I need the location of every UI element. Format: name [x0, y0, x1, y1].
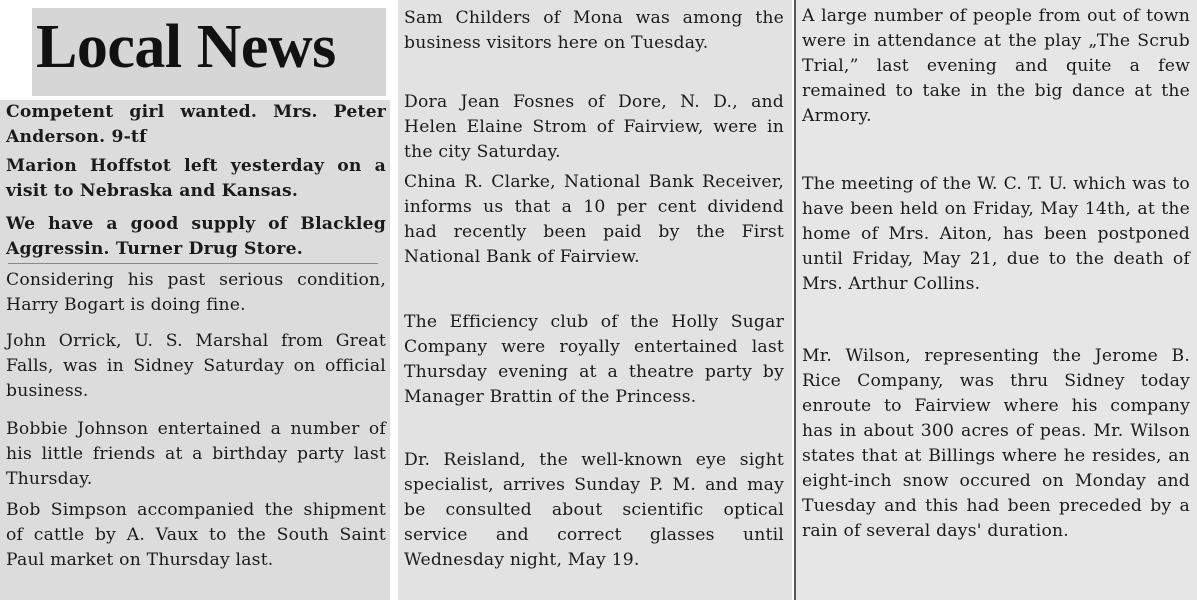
column-3 — [794, 0, 1197, 600]
notice-divider — [8, 263, 378, 264]
notice-dr-reisland: Dr. Reisland, the well-known eye sight specialist, arrives Sunday P. M. and may be consulted about scientific optical service and correct glasses until Wednesday night, May 19. — [404, 450, 784, 570]
notice-harry-bogart: Considering his past serious condition, Harry Bogart is doing fine. — [6, 270, 386, 315]
notice-bob-simpson: Bob Simpson accompanied the shipment of cattle by A. Vaux to the South Saint Paul market on Thursday last. — [6, 500, 386, 570]
notice-bobbie-johnson: Bobbie Johnson entertained a number of his little friends at a birthday party last Thursday. — [6, 419, 386, 489]
gutter-1 — [390, 0, 398, 600]
notice-competent-girl: Competent girl wanted. Mrs. Peter Anderson. 9-tf — [6, 102, 386, 147]
notice-sam-childers: Sam Childers of Mona was among the business visitors here on Tuesday. — [404, 8, 784, 53]
notice-john-orrick: John Orrick, U. S. Marshal from Great Falls, was in Sidney Saturday on official business. — [6, 331, 386, 401]
notice-china-clarke: China R. Clarke, National Bank Receiver, informs us that a 10 per cent dividend had recently been paid by the First National Bank of Fairview. — [404, 172, 784, 267]
section-title: Local News — [36, 13, 336, 81]
notice-wctu-meeting: The meeting of the W. C. T. U. which was to have been held on Friday, May 14th, at the home of Mrs. Aiton, has been postponed until Friday, May 21, due to the death of Mrs. Arthur Collins. — [802, 174, 1190, 294]
notice-mr-wilson: Mr. Wilson, representing the Jerome B. Rice Company, was thru Sidney today enroute to Fairview where his company has in about 300 acres of peas. Mr. Wilson states that at Billings where he resides, an eight-inch snow occured on Monday and Tuesday and this had been preceded by a rain of several days' duration. — [802, 346, 1190, 541]
notice-efficiency-club: The Efficiency club of the Holly Sugar Company were royally entertained last Thursday evening at a theatre party by Manager Brattin of the Princess. — [404, 312, 784, 407]
notice-scrub-trial: A large number of people from out of town were in attendance at the play „The Scrub Trial,” last evening and quite a few remained to take in the big dance at the Armory. — [802, 6, 1190, 126]
notice-dora-jean-fosnes: Dora Jean Fosnes of Dore, N. D., and Helen Elaine Strom of Fairview, were in the city Saturday. — [404, 92, 784, 162]
notice-marion-hoffstot: Marion Hoffstot left yesterday on a visit to Nebraska and Kansas. — [6, 156, 386, 201]
notice-blackleg-aggressin: We have a good supply of Blackleg Aggressin. Turner Drug Store. — [6, 214, 386, 259]
column-1 — [0, 0, 388, 600]
column-2 — [398, 0, 790, 600]
